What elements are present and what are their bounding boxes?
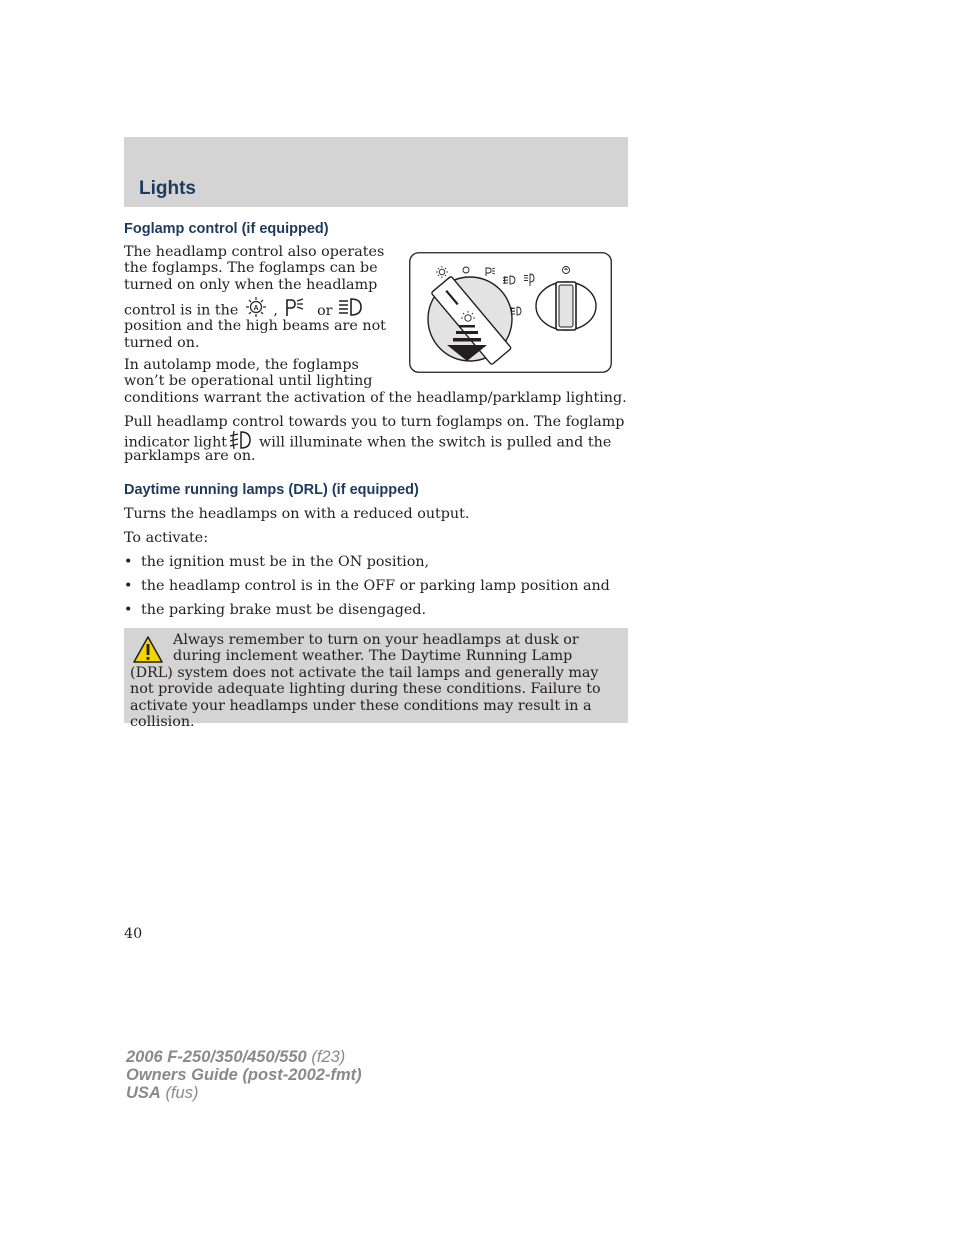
text-line: the foglamps. The foglamps can be — [124, 260, 378, 277]
text-line: turned on. — [124, 334, 200, 351]
list-item — [124, 602, 426, 618]
section-header-band — [124, 137, 628, 207]
text-fragment: will illuminate when the switch is pulled and the — [259, 434, 612, 451]
footer-market-code: (fus) — [165, 1084, 199, 1102]
text-line: The headlamp control also operates — [124, 244, 385, 260]
section-title: Lights — [139, 178, 196, 199]
document-footer — [126, 1048, 362, 1102]
drl-paragraph-2: To activate: — [124, 530, 209, 546]
bullet-marker: • — [124, 554, 133, 570]
drl-paragraph-1: Turns the headlamps on with a reduced output. — [124, 506, 470, 522]
bullet-marker: • — [124, 602, 133, 618]
drl-heading: Daytime running lamps (DRL) (if equipped) — [124, 482, 419, 498]
list-item — [124, 554, 429, 570]
footer-guide-title: Owners Guide (post-2002-fmt) — [126, 1066, 362, 1084]
page-number: 40 — [124, 926, 143, 942]
text-line: position and the high beams are not — [124, 318, 386, 335]
list-item-text: the headlamp control is in the OFF or parking lamp position and — [141, 578, 610, 594]
text-line: parklamps are on. — [124, 448, 256, 465]
text-fragment: indicator light — [124, 434, 228, 451]
footer-line-1 — [126, 1048, 362, 1066]
text-fragment: or — [317, 302, 333, 319]
text-line: Pull headlamp control towards you to turn foglamps on. The foglamp — [124, 414, 625, 430]
foglamp-heading: Foglamp control (if equipped) — [124, 221, 329, 237]
text-line: In autolamp mode, the foglamps — [124, 357, 359, 373]
bullet-marker: • — [124, 578, 133, 594]
foglamp-paragraph-3 — [124, 414, 628, 465]
footer-model: 2006 F-250/350/450/550 — [126, 1048, 307, 1066]
warning-text-block — [130, 632, 616, 730]
text-line: turned on only when the headlamp — [124, 276, 378, 293]
footer-market: USA — [126, 1084, 161, 1102]
headlamp-switch-illustration — [409, 252, 612, 377]
footer-model-code: (f23) — [311, 1048, 346, 1066]
footer-line-3 — [126, 1084, 362, 1102]
footer-line-2 — [126, 1066, 362, 1084]
warning-triangle-icon — [132, 635, 164, 668]
text-fragment: , — [273, 302, 278, 319]
text-line: conditions warrant the activation of the headlamp/parklamp lighting. — [124, 389, 627, 406]
warning-text: Always remember to turn on your headlamps at dusk or during inclement weather. The Daytime Running Lamp (DRL) system does not activate the tail lamps and generally may not provide adequate lighting during these conditions. Failure to activate your headlamps under these conditions may result in a collision. — [130, 632, 601, 731]
text-fragment: control is in the — [124, 302, 239, 319]
warning-box — [124, 628, 628, 731]
svg-text:A: A — [253, 305, 259, 313]
text-line-with-icon — [124, 430, 628, 451]
list-item — [124, 578, 610, 594]
list-item-text: the ignition must be in the ON position, — [141, 554, 430, 570]
text-line: won’t be operational until lighting — [124, 373, 373, 390]
list-item-text: the parking brake must be disengaged. — [141, 602, 427, 618]
drl-activation-list — [124, 554, 628, 618]
